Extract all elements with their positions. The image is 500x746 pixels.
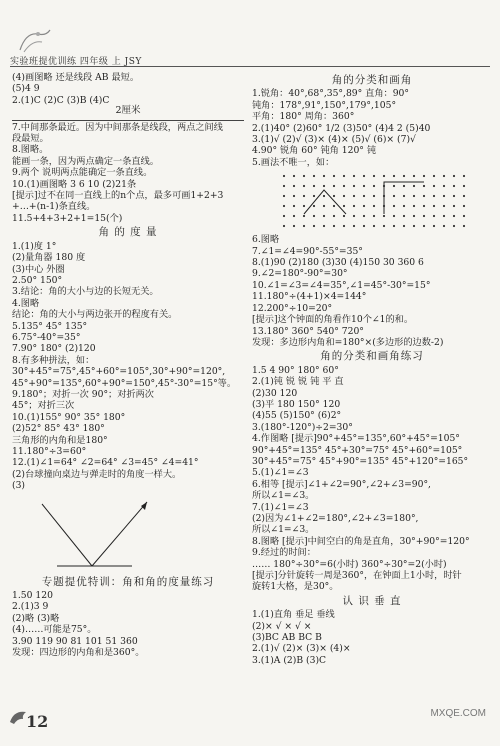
grid-dot — [343, 205, 345, 207]
grid-dot — [433, 205, 435, 207]
grid-dot — [283, 175, 285, 177]
answer-line: 8.图略 [提示]中间空白的角是直角，30°+90°=120° — [252, 535, 470, 547]
grid-dot — [323, 175, 325, 177]
grid-dot — [293, 225, 295, 227]
grid-dot — [413, 215, 415, 217]
answer-line: 2.(1)3 9 — [12, 601, 49, 613]
answer-line: (3)中心 外圈 — [12, 263, 65, 275]
answer-line: 2.(1)钝 锐 锐 钝 平 直 — [252, 376, 344, 388]
answer-line: 11.180°÷(4+1)×4=144° — [252, 291, 367, 303]
answer-line: [提示]这个钟面的角看作10个∠1的和。 — [252, 314, 414, 326]
answer-line: 1.(1)直角 垂足 垂线 — [252, 609, 335, 621]
grid-dot — [403, 185, 405, 187]
grid-dot — [363, 185, 365, 187]
answer-line: 3.(1)A (2)B (3)C — [252, 654, 327, 666]
answer-line: 12.(1)∠1=64° ∠2=64° ∠3=45° ∠4=41° — [12, 457, 199, 469]
answer-line: 2.(1)√ (2)× (3)× (4)× — [252, 643, 351, 655]
grid-dot — [393, 175, 395, 177]
answer-line: 4.图略 — [12, 297, 40, 309]
answer-line: 9.∠2=180°-90°=30° — [252, 268, 348, 280]
grid-dot — [323, 185, 325, 187]
watermark: MXQE.COM — [430, 708, 486, 719]
grid-dot — [413, 205, 415, 207]
grid-dot — [313, 205, 315, 207]
grid-dot — [343, 185, 345, 187]
grid-dot — [303, 175, 305, 177]
section-title-classify-practice: 角的分类和画角练习 — [320, 350, 424, 363]
grid-dot — [343, 225, 345, 227]
grid-dot — [323, 205, 325, 207]
answer-line: 12.200°÷10=20° — [252, 302, 333, 314]
left-column — [12, 72, 244, 658]
grid-dot — [423, 195, 425, 197]
answer-line: 9.180°；对折一次 90°；对折两次 — [12, 388, 154, 400]
grid-dot — [293, 215, 295, 217]
grid-dot — [403, 175, 405, 177]
grid-dot — [453, 185, 455, 187]
grid-dot — [453, 175, 455, 177]
section-title-classify: 角的分类和画角 — [331, 74, 413, 86]
answer-line: (4)……可能是75°。 — [12, 624, 97, 636]
grid-dot — [343, 195, 345, 197]
length-label: 2厘米 — [115, 105, 141, 117]
answer-line: 钝角：178°,91°,150°,179°,105° — [252, 99, 397, 111]
answer-line: 10.∠1=∠3=∠4=35°,∠1=45°-30°=15° — [252, 279, 431, 291]
grid-dot — [433, 215, 435, 217]
grid-dot — [383, 225, 385, 227]
grid-dot — [363, 175, 365, 177]
answer-line: 90°+45°=135° 45°+30°=75° 45°+60°=105° — [252, 444, 463, 456]
answer-line: (2)30 120 — [252, 387, 298, 399]
right-column — [252, 72, 492, 666]
grid-dot — [353, 225, 355, 227]
answer-line: 能画一条，因为两点确定一条直线。 — [12, 155, 159, 167]
grid-dot — [453, 205, 455, 207]
grid-dot — [393, 195, 395, 197]
answer-line: 2.50° 150° — [12, 274, 63, 286]
grid-dot — [313, 185, 315, 187]
grid-dot — [393, 185, 395, 187]
grid-dot — [303, 215, 305, 217]
grid-dot — [353, 185, 355, 187]
header-ornament-icon — [16, 26, 56, 56]
answer-line: …… 180°÷30°=6(小时) 360°÷30°=2(小时) — [252, 558, 447, 570]
answer-line: 2.(1)40° (2)60° 1/2 (3)50° (4)4 2 (5)40 — [252, 122, 431, 134]
grid-dot — [363, 205, 365, 207]
grid-dot — [373, 225, 375, 227]
grid-dot — [463, 205, 465, 207]
running-header: 实验班提优训练 四年级 上 JSY — [10, 57, 142, 67]
answer-line: (4)画图略 还是线段 AB 最短。 — [12, 72, 140, 83]
answer-line: 7.(1)∠1=∠3 — [252, 501, 309, 513]
grid-dot — [313, 175, 315, 177]
answer-line: 10.(1)画图略 3 6 10 (2)21条 — [12, 178, 137, 190]
reflection-angle-figure — [37, 494, 157, 574]
answer-line: 所以∠1=∠3。 — [252, 490, 315, 502]
answer-line: 8.有多种拼法，如： — [12, 354, 95, 366]
grid-dot — [313, 215, 315, 217]
grid-dot — [413, 195, 415, 197]
grid-dot — [443, 195, 445, 197]
grid-dot — [463, 195, 465, 197]
grid-dot — [333, 195, 335, 197]
grid-dot — [293, 175, 295, 177]
answer-line: (3)BC AB BC B — [252, 632, 322, 644]
answer-line: 11.5+4+3+2+1=15(个) — [12, 212, 123, 224]
answer-line: 13.180° 360° 540° 720° — [252, 325, 364, 337]
answer-line: 5.画法不唯一，如： — [252, 156, 335, 168]
grid-dot — [403, 225, 405, 227]
grid-dot — [373, 195, 375, 197]
answer-line: 三角形的内角和是180° — [12, 434, 108, 446]
answer-line: 4.作图略 [提示]90°+45°=135°,60°+45°=105° — [252, 433, 460, 445]
answer-line: 3.结论：角的大小与边的长短无关。 — [12, 286, 159, 298]
answer-line: 段最短。 — [12, 133, 49, 145]
grid-dot — [323, 225, 325, 227]
grid-dot — [363, 215, 365, 217]
answer-line: 4.90° 锐角 60° 钝角 120° 钝 — [252, 145, 377, 157]
grid-dot — [443, 205, 445, 207]
answer-line: [提示]分针旋转一周是360°，在钟面上1小时，时针 — [252, 570, 462, 582]
answer-line: 平角：180° 周角：360° — [252, 111, 355, 123]
answer-line: 5.(1)∠1=∠3 — [252, 467, 309, 479]
grid-dot — [313, 225, 315, 227]
grid-dot — [413, 175, 415, 177]
grid-dot — [323, 195, 325, 197]
answer-line: 45°；对折三次 — [12, 400, 75, 412]
grid-dot — [393, 205, 395, 207]
answer-line: 6.图略 — [252, 234, 280, 246]
section-title-perpendicular: 认 识 垂 直 — [342, 594, 402, 607]
answer-line: 9.两个 说明两点能确定一条直线。 — [12, 167, 153, 179]
answer-line: 3.(180°-120°)÷2=30° — [252, 421, 353, 433]
answer-line: +…+(n-1)条直线。 — [12, 201, 96, 213]
answer-line: 30°+45°=75° 45°+90°=135° 45°+120°=165° — [252, 455, 469, 467]
answer-line: (2)略 (3)略 — [12, 612, 60, 624]
grid-dot — [333, 205, 335, 207]
answer-line: 3.90 119 90 81 101 51 360 — [12, 635, 138, 647]
answer-line: 45°+90°=135°,60°+90°=150°,45°-30°=15°等。 — [12, 377, 237, 389]
grid-dot — [423, 225, 425, 227]
grid-dot — [333, 215, 335, 217]
grid-dot — [413, 225, 415, 227]
grid-dot — [383, 215, 385, 217]
answer-line: 所以∠1=∠3。 — [252, 524, 315, 536]
grid-dot — [353, 175, 355, 177]
answer-line: 1.(1)度 1° — [12, 240, 57, 252]
grid-dot — [423, 175, 425, 177]
answer-line: (3)平 180 150° 120 — [252, 398, 341, 410]
grid-dot — [373, 175, 375, 177]
answer-line: 6.相等 [提示]∠1+∠2=90°,∠2+∠3=90°, — [252, 478, 431, 490]
grid-dot — [393, 225, 395, 227]
answer-line: 发现：四边形的内角和是360°。 — [12, 647, 145, 659]
grid-dot — [413, 185, 415, 187]
answer-line: 30°+45°=75°,45°+60°=105°,30°+90°=120°, — [12, 366, 226, 378]
answer-line: 9.经过的时间： — [252, 547, 316, 559]
answer-line: (2)台球撞向桌边与弹走时的角度一样大。 — [12, 468, 182, 480]
grid-dot — [443, 175, 445, 177]
grid-dot — [333, 185, 335, 187]
answer-line: 7.90° 180° (2)120 — [12, 343, 96, 355]
grid-dot — [433, 175, 435, 177]
answer-line: 6.75°-40°=35° — [12, 331, 81, 343]
grid-dot — [453, 195, 455, 197]
answer-line: (2)× √ × √ × — [252, 620, 312, 632]
grid-dot — [353, 205, 355, 207]
grid-dot — [403, 215, 405, 217]
grid-dot — [423, 215, 425, 217]
grid-dot — [443, 185, 445, 187]
answer-line: 7.∠1=∠4=90°-55°=35° — [252, 245, 363, 257]
answer-line: 2.(1)C (2)C (3)B (4)C — [12, 94, 110, 106]
answer-line: (2)量角器 180 度 — [12, 252, 86, 264]
grid-dot — [373, 205, 375, 207]
answer-line: (2)因为∠1+∠2=180°,∠2+∠3=180°, — [252, 513, 419, 524]
grid-dot — [363, 195, 365, 197]
section-title-special-training: 专题提优特训：角和角的度量练习 — [41, 575, 215, 588]
answer-line: [提示]过不在同一直线上的n个点，最多可画1+2+3 — [12, 190, 224, 202]
answer-line: (2)52° 85° 43° 180° — [12, 423, 105, 435]
grid-dot — [363, 225, 365, 227]
header-rule — [10, 66, 490, 67]
grid-dot — [433, 185, 435, 187]
answer-line: 3.(1)√ (2)√ (3)× (4)× (5)√ (6)× (7)√ — [252, 134, 416, 146]
answer-line: 1.锐角：40°,68°,35°,89° 直角：90° — [252, 88, 409, 100]
grid-dot — [423, 185, 425, 187]
grid-dot — [283, 185, 285, 187]
grid-dot — [403, 195, 405, 197]
answer-line: 结论：角的大小与两边张开的程度有关。 — [12, 309, 178, 321]
grid-dot — [343, 215, 345, 217]
grid-dot — [333, 175, 335, 177]
grid-dot — [293, 205, 295, 207]
grid-dot — [463, 215, 465, 217]
grid-dot — [373, 185, 375, 187]
grid-dot — [433, 195, 435, 197]
section-title-angle-measure: 角 的 度 量 — [98, 226, 158, 239]
grid-dot — [303, 225, 305, 227]
answer-line: 7.中间那条最近。因为中间那条是线段，两点之间线 — [12, 121, 223, 133]
grid-dot — [323, 215, 325, 217]
grid-dot — [463, 185, 465, 187]
grid-dot — [463, 225, 465, 227]
grid-dot — [283, 225, 285, 227]
answer-line: (4)55 (5)150° (6)2° — [252, 410, 342, 422]
grid-dot — [283, 195, 285, 197]
grid-dot — [313, 195, 315, 197]
grid-dot — [353, 215, 355, 217]
grid-dot — [423, 205, 425, 207]
grid-dot — [303, 185, 305, 187]
grid-dot — [293, 195, 295, 197]
answer-line: 10.(1)155° 90° 35° 180° — [12, 411, 126, 423]
answer-line: (5)4 9 — [12, 83, 40, 95]
grid-dot — [303, 195, 305, 197]
grid-dot — [453, 225, 455, 227]
grid-dot — [373, 215, 375, 217]
dot-grid-figure — [274, 170, 474, 232]
answer-line: 8.图略。 — [12, 144, 49, 156]
answer-line: (3) — [12, 480, 26, 492]
grid-dot — [333, 225, 335, 227]
length-rule — [12, 120, 244, 121]
answer-line: 发现：多边形内角和=180°×(多边形的边数-2) — [252, 336, 444, 348]
grid-dot — [283, 215, 285, 217]
grid-dot — [353, 195, 355, 197]
answer-line: 5.135° 45° 135° — [12, 320, 88, 332]
grid-dot — [293, 185, 295, 187]
grid-dot — [283, 205, 285, 207]
grid-dot — [303, 205, 305, 207]
grid-dot — [433, 225, 435, 227]
answer-line: 1.5 4 90° 180° 60° — [252, 364, 339, 376]
grid-dot — [443, 215, 445, 217]
grid-dot — [463, 175, 465, 177]
answer-line: 旋转1大格，是30°。 — [252, 581, 339, 593]
answer-line: 1.50 120 — [12, 590, 53, 602]
grid-dot — [343, 175, 345, 177]
grid-dot — [443, 225, 445, 227]
answer-line: 11.180°÷3=60° — [12, 446, 87, 457]
grid-dot — [393, 215, 395, 217]
page-number: 12 — [26, 712, 49, 731]
answer-line: 8.(1)90 (2)180 (3)30 (4)150 30 360 6 — [252, 257, 424, 269]
grid-dot — [403, 205, 405, 207]
grid-dot — [383, 175, 385, 177]
grid-dot — [453, 215, 455, 217]
